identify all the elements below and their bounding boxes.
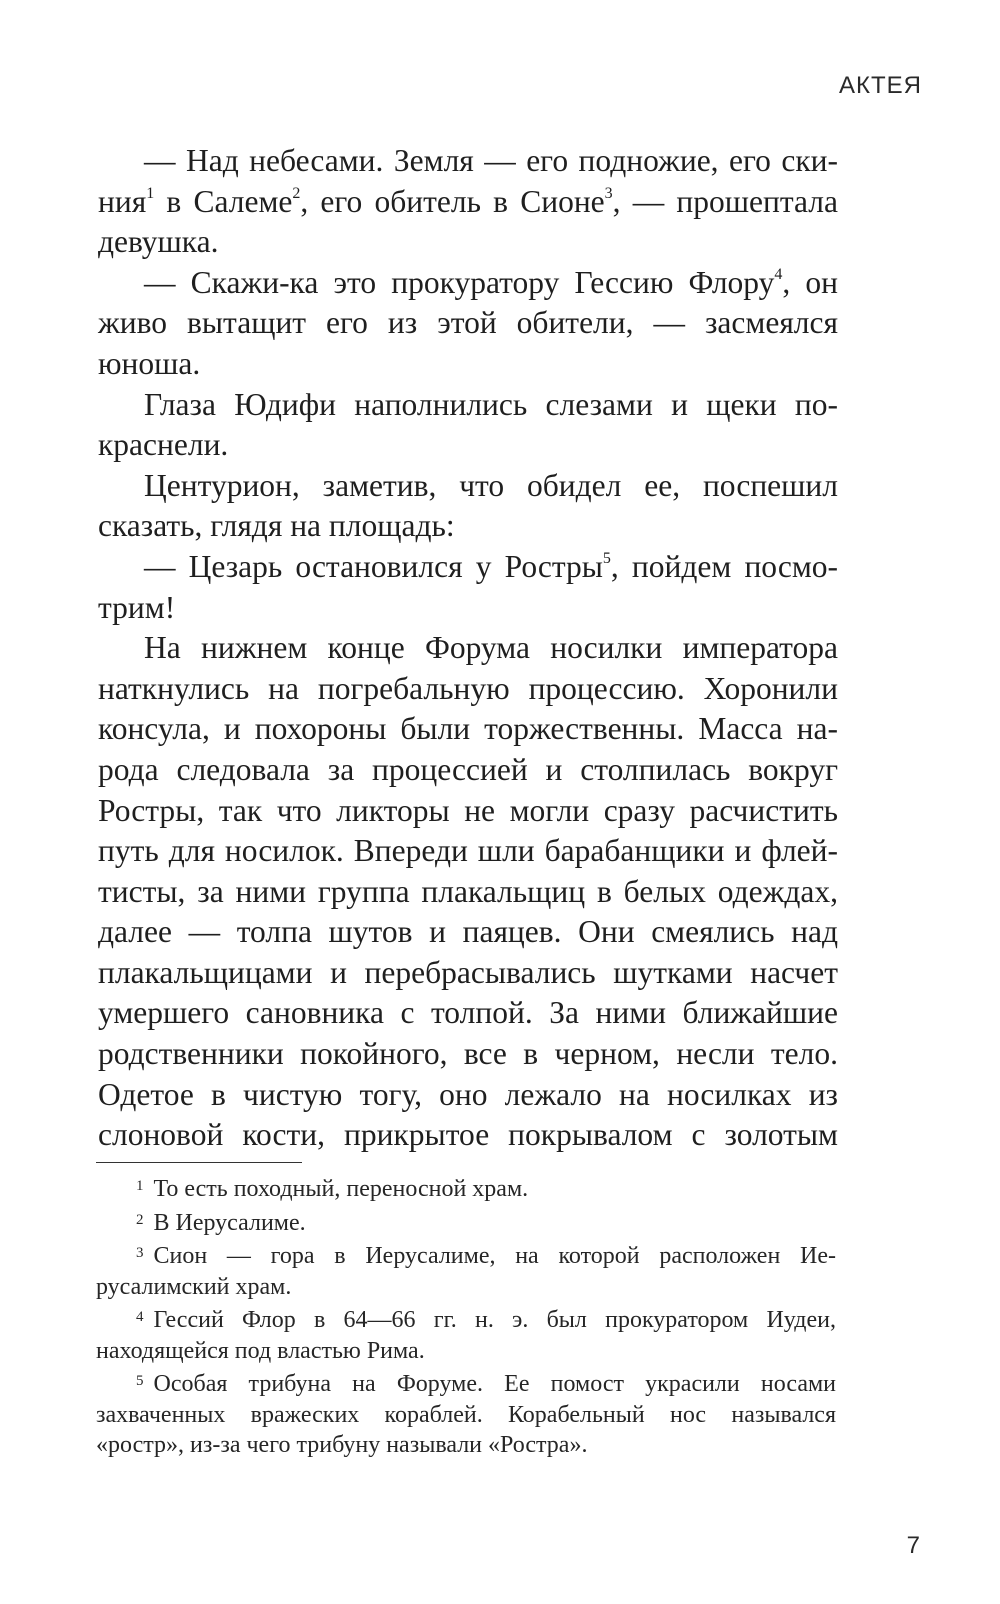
- footnote-line: 2 В Иерусалиме.: [96, 1205, 836, 1239]
- text-line: консула, и похороны были торжественны. Масса на-: [98, 711, 838, 747]
- footnote-line: 5 Особая трибуна на Форуме. Ее помост украсили носами: [96, 1366, 836, 1400]
- text-line: плакальщицами и перебрасывались шутками насчет: [98, 954, 838, 990]
- text-line: рода следовала за процессией и столпилась вокруг: [98, 751, 838, 787]
- footnote-1: [96, 1171, 836, 1205]
- text-line: живо вытащит его из этой обители, — засмеялся: [98, 305, 838, 341]
- footnotes: [96, 1171, 836, 1461]
- text-line: На нижнем конце Форума носилки императора: [144, 630, 838, 666]
- text-line: юноша.: [98, 345, 201, 381]
- footnote-line: находящейся под властью Рима.: [96, 1337, 425, 1364]
- text-line: сказать, глядя на площадь:: [98, 508, 455, 544]
- footnote-ref-1[interactable]: 1: [146, 185, 155, 203]
- text-line: Глаза Юдифи наполнились слезами и щеки по-: [144, 386, 838, 422]
- footnote-ref-3[interactable]: 3: [604, 185, 613, 203]
- text-line: трим!: [98, 589, 176, 625]
- text-line: краснели.: [98, 427, 229, 463]
- footnote-line: 1 То есть походный, переносной храм.: [96, 1171, 836, 1205]
- text-line: — Над небесами. Земля — его подножие, его ски-: [144, 143, 838, 178]
- footnote-ref-5[interactable]: 5: [602, 550, 611, 568]
- footnote-number: 1: [136, 1178, 144, 1194]
- text-line: тисты, за ними группа плакальщиц в белых одеждах,: [98, 873, 838, 909]
- footnote-2: [96, 1205, 836, 1239]
- text-line: умершего сановника с толпой. За ними ближайшие: [98, 995, 838, 1031]
- footnote-line: 3 Сион — гора в Иерусалиме, на которой расположен Ие-: [96, 1238, 836, 1272]
- text-line: далее — толпа шутов и паяцев. Они смеялись над: [98, 914, 838, 950]
- footnote-line: «ростр», из-за чего трибуну называли «Ростра».: [96, 1432, 588, 1458]
- text-line: Одетое в чистую тогу, оно лежало на носилках из: [98, 1076, 838, 1112]
- footnote-ref-4[interactable]: 4: [774, 266, 783, 284]
- footnote-4: [96, 1302, 836, 1366]
- footnote-3: [96, 1238, 836, 1302]
- page-number: 7: [906, 1532, 920, 1559]
- text-line: слоновой кости, прикрытое покрывалом с золотым: [98, 1117, 838, 1153]
- main-text: [98, 141, 838, 1156]
- footnote-number: 3: [136, 1245, 144, 1261]
- footnote-number: 2: [136, 1211, 144, 1228]
- text-line: наткнулись на погребальную процессию. Хоронили: [98, 670, 838, 706]
- footnote-line: 4 Гессий Флор в 64—66 гг. н. э. был прокуратором Иудеи,: [96, 1302, 836, 1336]
- text-line: — Скажи-ка это прокуратору Гессию Флору$^4$, он: [144, 264, 839, 300]
- text-line: девушка.: [98, 224, 219, 260]
- text-line: ния$^1$ в Салеме$^2$, его обитель в Сионе$^3$, — прошептала: [98, 183, 838, 219]
- text-line: Ростры, так что ликторы не могли сразу расчистить: [98, 792, 838, 828]
- text-line: родственники покойного, все в черном, несли тело.: [98, 1036, 838, 1072]
- running-head: АКТЕЯ: [839, 72, 922, 99]
- footnote-5: [96, 1366, 836, 1461]
- footnote-ref-2[interactable]: 2: [292, 185, 301, 203]
- footnote-line: русалимский храм.: [96, 1273, 292, 1300]
- text-line: Центурион, заметив, что обидел ее, поспешил: [144, 467, 838, 503]
- footnote-number: 5: [136, 1373, 144, 1389]
- footnote-separator: [96, 1162, 302, 1163]
- footnote-number: 4: [136, 1309, 144, 1325]
- text-line: — Цезарь остановился у Ростры$^5$, пойдем посмо-: [144, 548, 838, 584]
- footnote-line: захваченных вражеских кораблей. Корабельный нос назывался: [96, 1401, 836, 1428]
- text-line: путь для носилок. Впереди шли барабанщики и флей-: [98, 833, 838, 869]
